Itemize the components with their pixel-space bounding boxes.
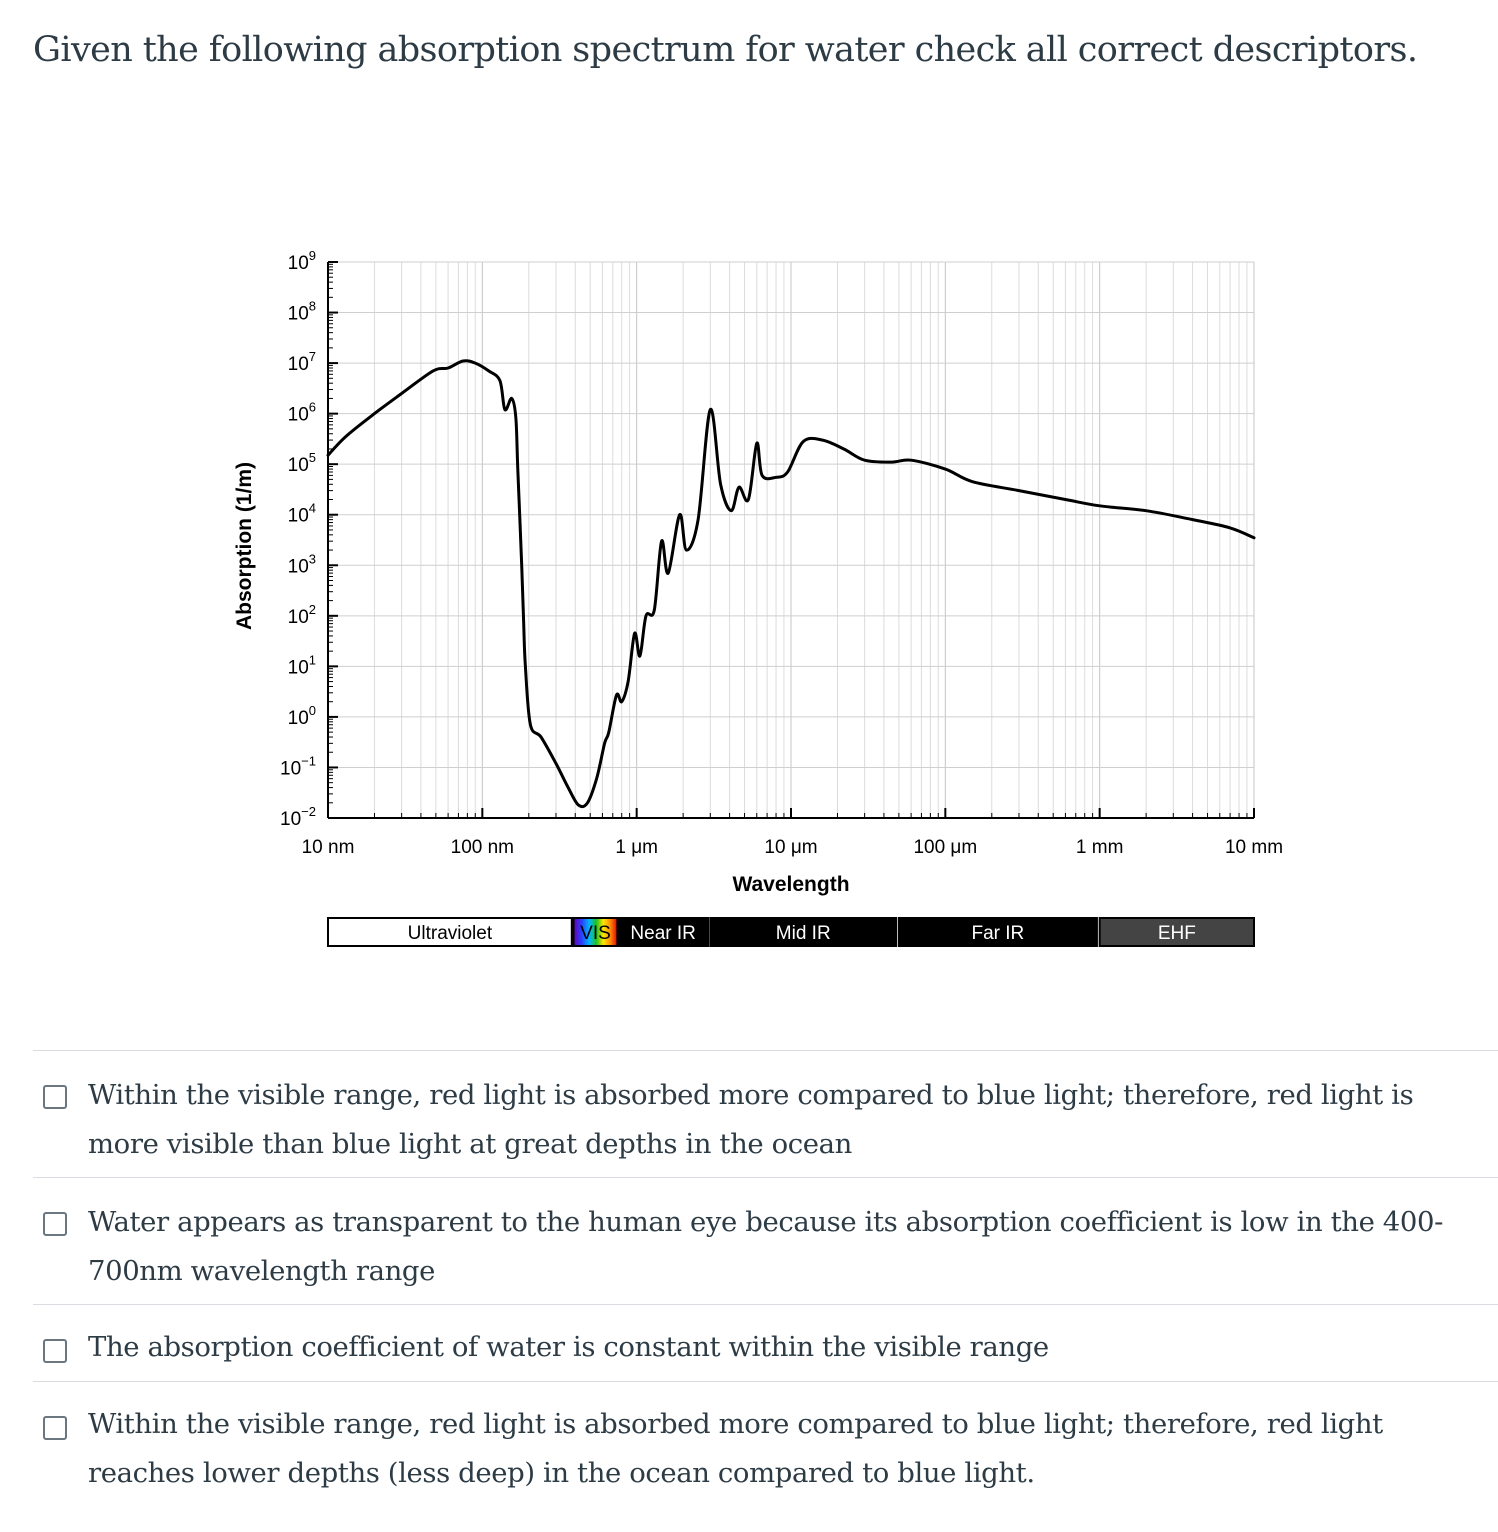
answer-option-2[interactable] (33, 1177, 1498, 1304)
y-tick-label: $10^6$ (287, 399, 316, 426)
chart-labels (233, 248, 1283, 896)
answer-text-4: Within the visible range, red light is absorbed more compared to blue light; therefore, red light reaches lower depths (less deep) in the ocean compared to blue light. (88, 1408, 1383, 1489)
y-tick-label: $10^1$ (287, 652, 316, 679)
answer-list (33, 1050, 1498, 1531)
y-tick-label: $10^2$ (287, 601, 316, 628)
band-label-ehf: EHF (1157, 923, 1196, 944)
question-title: Given the following absorption spectrum for water check all correct descriptors. (33, 30, 1418, 70)
band-label-mid-ir: Mid IR (775, 923, 831, 944)
y-tick-label: $10^8$ (287, 298, 316, 325)
y-tick-label: $10^5$ (287, 450, 316, 477)
y-tick-label: $10^{-2}$ (280, 804, 316, 830)
band-label-near-ir: Near IR (630, 923, 696, 944)
y-tick-label: $10^9$ (287, 248, 316, 274)
chart-grid (328, 262, 1254, 818)
x-tick-label: 10 nm (301, 837, 355, 858)
answer-option-3[interactable] (33, 1304, 1498, 1381)
band-label-ultraviolet: Ultraviolet (407, 923, 493, 944)
answer-checkbox-4[interactable] (43, 1416, 67, 1440)
y-tick-label: $10^3$ (287, 551, 316, 578)
answer-text-3: The absorption coefficient of water is constant within the visible range (88, 1331, 1049, 1363)
band-label-far-ir: Far IR (971, 923, 1025, 944)
x-tick-label: 10 mm (1224, 837, 1284, 858)
x-tick-label: 1 mm (1075, 837, 1124, 858)
spectrum-bands (328, 918, 1254, 946)
y-tick-label: $10^{-1}$ (280, 753, 316, 780)
answer-option-1[interactable] (33, 1050, 1498, 1177)
y-tick-label: $10^7$ (287, 349, 316, 376)
x-axis-title: Wavelength (732, 873, 850, 896)
answer-option-4[interactable] (33, 1381, 1498, 1531)
x-tick-label: 100 μm (913, 837, 978, 858)
band-label-vis: VIS (580, 923, 611, 944)
x-tick-label: 100 nm (450, 837, 515, 858)
answer-checkbox-1[interactable] (43, 1085, 67, 1109)
answer-checkbox-2[interactable] (43, 1212, 67, 1236)
answer-text-2: Water appears as transparent to the human eye because its absorption coefficient is low in the 400-700nm wavelength range (88, 1206, 1443, 1287)
y-tick-label: $10^0$ (287, 702, 316, 729)
x-tick-label: 1 μm (615, 837, 658, 858)
answer-text-1: Within the visible range, red light is absorbed more compared to blue light; therefore, red light is more visible than blue light at great depths in the ocean (88, 1079, 1414, 1160)
y-axis-title: Absorption (1/m) (233, 462, 256, 630)
x-tick-label: 10 μm (764, 837, 818, 858)
answer-checkbox-3[interactable] (43, 1339, 67, 1363)
y-tick-label: $10^4$ (287, 500, 316, 527)
